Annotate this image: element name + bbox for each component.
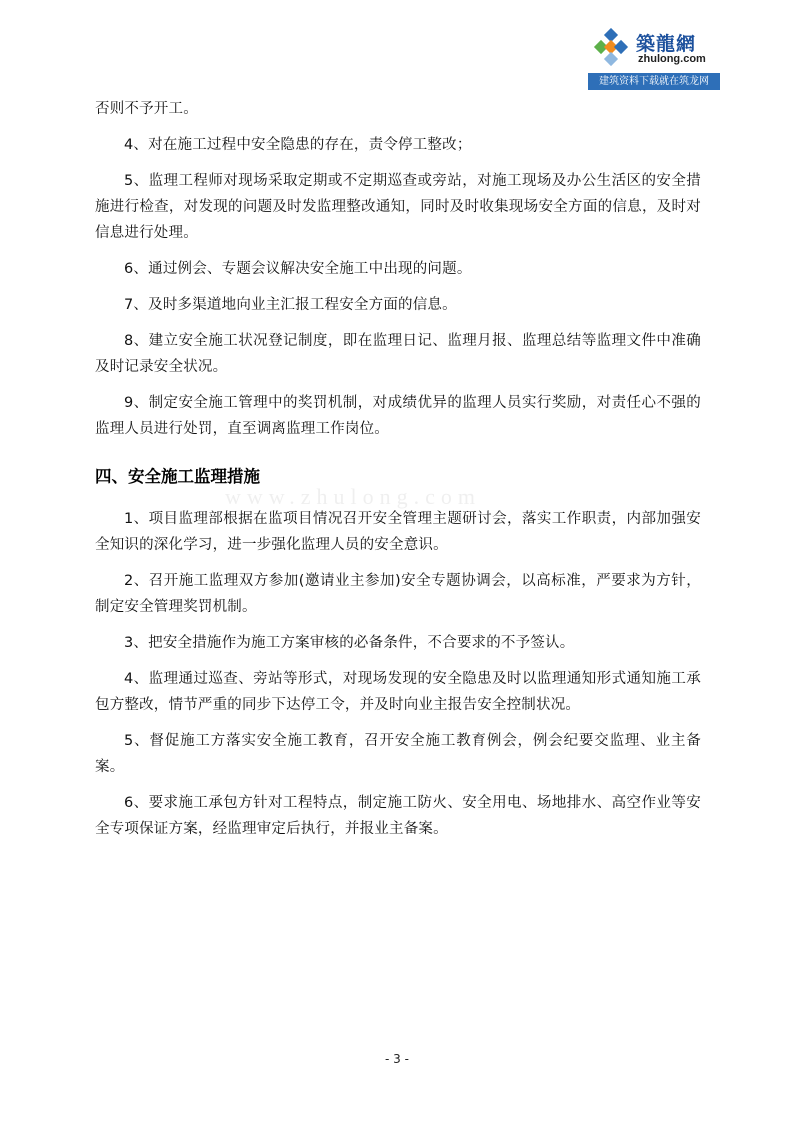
paragraph: 否则不予开工。 — [95, 101, 198, 117]
logo-diamond-icon — [592, 28, 632, 68]
logo-top — [588, 24, 720, 72]
paragraph: 4、对在施工过程中安全隐患的存在，责令停工整改； — [124, 137, 472, 153]
document-body — [95, 96, 701, 842]
paragraph: 9、制定安全施工管理中的奖罚机制，对成绩优异的监理人员实行奖励，对责任心不强的监理人员进行处罚，直至调离监理工作岗位。 — [95, 395, 701, 437]
paragraph: 3、把安全措施作为施工方案审核的必备条件，不合要求的不予签认。 — [124, 635, 575, 651]
section-heading: 四、安全施工监理措施 — [95, 467, 260, 486]
paragraph: 4、监理通过巡查、旁站等形式，对现场发现的安全隐患及时以监理通知形式通知施工承包方整改，情节严重的同步下达停工令，并及时向业主报告安全控制状况。 — [95, 671, 701, 713]
paragraph: 6、要求施工承包方针对工程特点，制定施工防火、安全用电、场地排水、高空作业等安全专项保证方案，经监理审定后执行，并报业主备案。 — [95, 795, 701, 837]
paragraph: 7、及时多渠道地向业主汇报工程安全方面的信息。 — [124, 297, 457, 313]
paragraph: 6、通过例会、专题会议解决安全施工中出现的问题。 — [124, 261, 472, 277]
logo-domain: zhulong.com — [638, 53, 706, 65]
paragraph: 5、督促施工方落实安全施工教育，召开安全施工教育例会，例会纪要交监理、业主备案。 — [95, 733, 701, 775]
watermark: www.zhulong.com — [225, 484, 481, 509]
logo-slogan: 建筑资料下载就在筑龙网 — [588, 73, 720, 90]
logo-title: 築龍網 — [636, 33, 697, 55]
zhulong-logo[interactable] — [588, 24, 720, 90]
page-number: - 3 - — [385, 1052, 409, 1066]
paragraph: 1、项目监理部根据在监项目情况召开安全管理主题研讨会，落实工作职责，内部加强安全知识的深化学习，进一步强化监理人员的安全意识。 — [95, 511, 701, 553]
paragraph: 5、监理工程师对现场采取定期或不定期巡查或旁站，对施工现场及办公生活区的安全措施进行检查，对发现的问题及时发监理整改通知，同时及时收集现场安全方面的信息，及时对信息进行处理。 — [95, 173, 701, 241]
paragraph: 8、建立安全施工状况登记制度，即在监理日记、监理月报、监理总结等监理文件中准确及时记录安全状况。 — [95, 333, 701, 375]
paragraph: 2、召开施工监理双方参加(邀请业主参加)安全专题协调会，以高标准，严要求为方针，制定安全管理奖罚机制。 — [95, 573, 701, 615]
